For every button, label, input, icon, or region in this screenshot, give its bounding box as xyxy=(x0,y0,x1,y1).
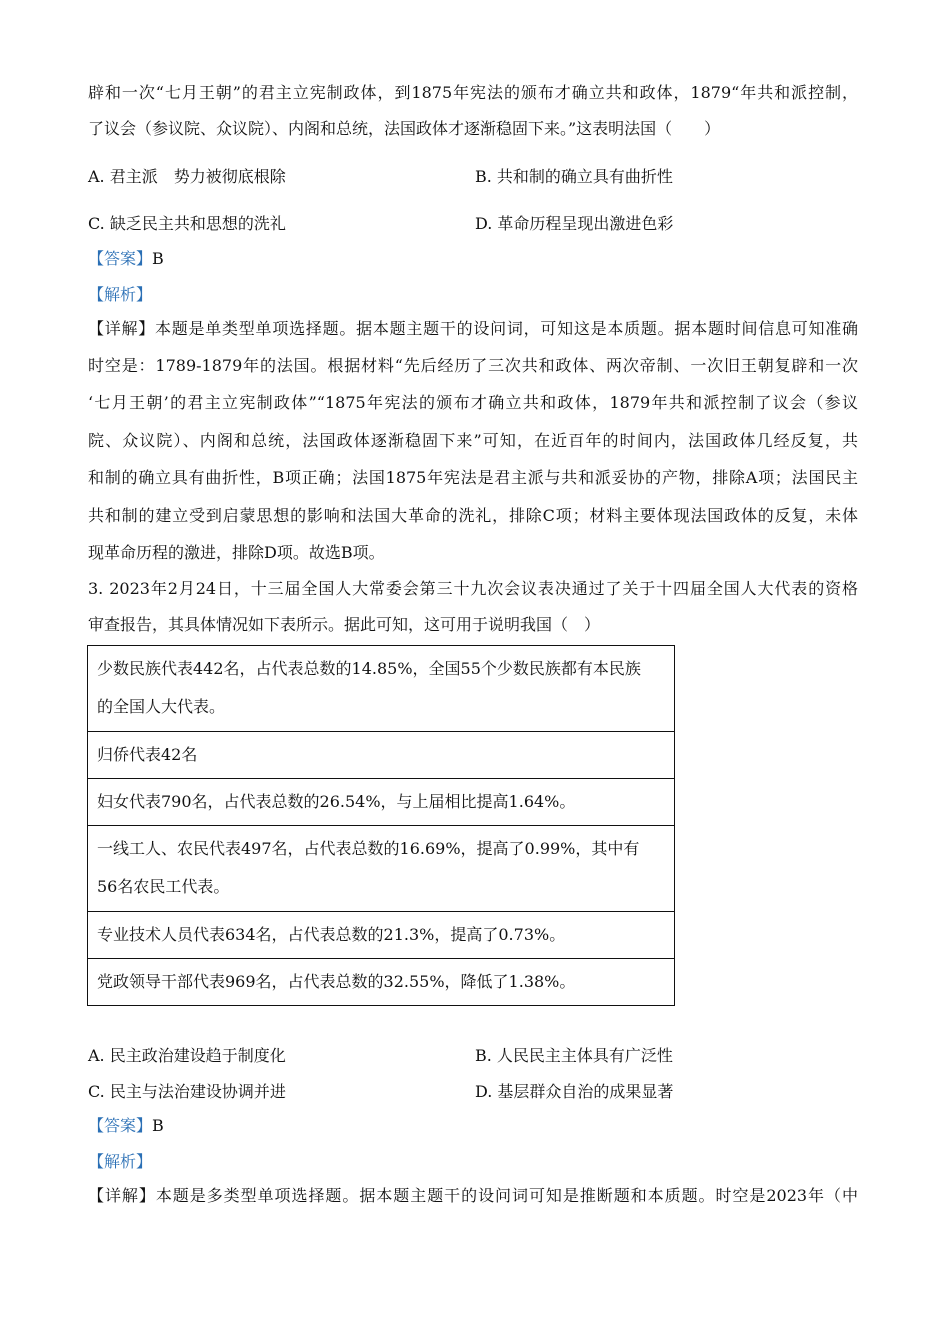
q3-detail-line-1 xyxy=(88,1185,858,1207)
answer-tag: 【答案】 xyxy=(88,1116,153,1135)
q3-option-d: D. 基层群众自治的成果显著 xyxy=(475,1082,674,1101)
table-row xyxy=(88,779,675,826)
q2-detail-line-2: 时空是：1789-1879年的法国。根据材料“先后经历了三次共和政体、两次帝制、一次旧王朝复辟和一次 xyxy=(88,356,858,375)
q2-detail-line-4: 院、众议院）、内阁和总统，法国政体逐渐稳固下来”可知，在近百年的时间内，法国政体几经反复，共 xyxy=(88,431,858,450)
table-cell: 专业技术人员代表634名，占代表总数的21.3%，提高了0.73%。 xyxy=(88,912,675,959)
q3-option-b: B. 人民民主主体具有广泛性 xyxy=(475,1046,673,1065)
q2-detail-line-3: ‘七月王朝’的君主立宪制政体”“1875年宪法的颁布才确立共和政体，1879年共和派控制了议会（参议 xyxy=(88,393,858,412)
q3-option-c: C. 民主与法治建设协调并进 xyxy=(88,1082,286,1101)
answer-value: B xyxy=(152,1116,164,1135)
q3-stem-line-1: 3. 2023年2月24日，十三届全国人大常委会第三十九次会议表决通过了关于十四届全国人大代表的资格 xyxy=(88,579,858,598)
q3-stem-line-2: 审查报告，其具体情况如下表所示。据此可知，这可用于说明我国（ ） xyxy=(88,615,601,634)
q2-option-d: D. 革命历程呈现出激进色彩 xyxy=(475,214,674,233)
q2-detail-line-7: 现革命历程的激进，排除D项。故选B项。 xyxy=(88,543,385,562)
table-cell: 党政领导干部代表969名，占代表总数的32.55%，降低了1.38%。 xyxy=(88,959,675,1006)
q2-option-a: A. 君主派 势力被彻底根除 xyxy=(88,167,286,186)
q2-detail-line-6: 共和制的建立受到启蒙思想的影响和法国大革命的洗礼，排除C项；材料主要体现法国政体的反复，未体 xyxy=(88,506,858,525)
detail-tag: 【详解】 xyxy=(88,319,156,338)
table-cell: 妇女代表790名，占代表总数的26.54%，与上届相比提高1.64%。 xyxy=(88,779,675,826)
passage-line-2: 了议会（参议院、众议院）、内阁和总统，法国政体才逐渐稳固下来。”这表明法国（ ） xyxy=(88,119,721,138)
detail-text: 本题是多类型单项选择题。据本题主题干的设问词可知是推断题和本质题。时空是2023年（中 xyxy=(155,1186,858,1205)
q3-analysis-tag: 【解析】 xyxy=(88,1152,153,1171)
q2-option-c: C. 缺乏民主共和思想的洗礼 xyxy=(88,214,286,233)
table-row xyxy=(88,826,675,912)
detail-text: 本题是单类型单项选择题。据本题主题干的设问词，可知这是本质题。据本题时间信息可知准确 xyxy=(155,319,858,338)
table-row xyxy=(88,646,675,732)
q3-option-a: A. 民主政治建设趋于制度化 xyxy=(88,1046,286,1065)
q2-detail-line-5: 和制的确立具有曲折性，B项正确；法国1875年宪法是君主派与共和派妥协的产物，排除A项；法国民主 xyxy=(88,468,858,487)
table-row xyxy=(88,732,675,779)
q2-detail-line-1 xyxy=(88,318,858,340)
table-row xyxy=(88,959,675,1006)
q2-answer xyxy=(88,248,164,270)
deputies-table xyxy=(87,645,675,1006)
detail-tag: 【详解】 xyxy=(88,1186,156,1205)
q2-analysis-tag: 【解析】 xyxy=(88,285,153,304)
table-row xyxy=(88,912,675,959)
table-cell: 归侨代表42名 xyxy=(88,732,675,779)
answer-value: B xyxy=(152,249,164,268)
q2-option-b: B. 共和制的确立具有曲折性 xyxy=(475,167,673,186)
passage-line-1: 辟和一次“七月王朝”的君主立宪制政体，到1875年宪法的颁布才确立共和政体，1879“年共和派控制， xyxy=(88,83,858,102)
answer-tag: 【答案】 xyxy=(88,249,153,268)
table-cell: 一线工人、农民代表497名，占代表总数的16.69%，提高了0.99%，其中有 56名农民工代表。 xyxy=(88,826,675,912)
table-cell: 少数民族代表442名，占代表总数的14.85%，全国55个少数民族都有本民族 的全国人大代表。 xyxy=(88,646,675,732)
q3-answer xyxy=(88,1115,164,1137)
